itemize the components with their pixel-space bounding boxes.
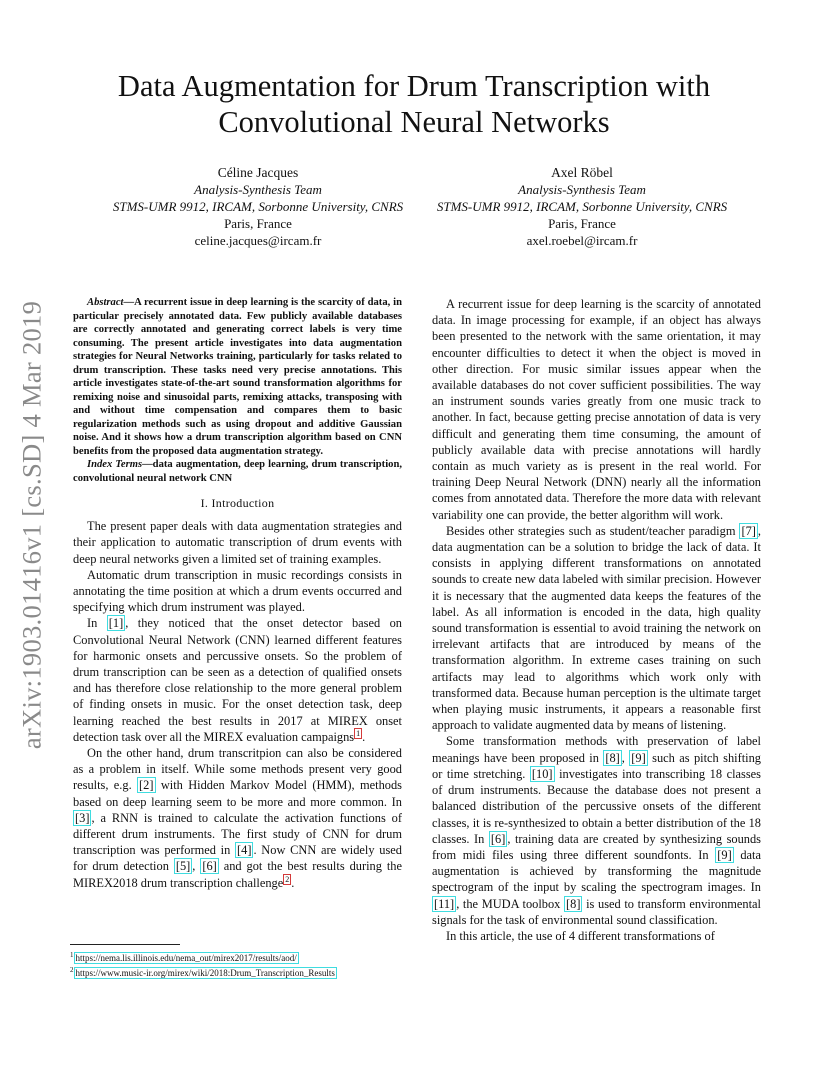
author-city: Paris, France bbox=[548, 216, 616, 231]
footnote-rule bbox=[70, 944, 180, 945]
author-affiliation: STMS-UMR 9912, IRCAM, Sorbonne University, CNRS bbox=[112, 199, 404, 214]
author-team: Analysis-Synthesis Team bbox=[518, 182, 646, 197]
author-name: Céline Jacques bbox=[217, 165, 299, 180]
citation-link[interactable]: [5] bbox=[175, 859, 191, 874]
citation-link[interactable]: [11] bbox=[434, 896, 455, 911]
paragraph: Besides other strategies such as student/teacher paradigm [7] , data augmentation can be a solution to bridge the lack of data. It consists in applying different transformations on annotated sounds to create new data labeled with similar precision. However it is necessary that the augmented data keeps the features of the label. As all information is encoded in the data, high quality sound transformation is essential to avoid training the network on irrelevant artifacts that are introduced by means of the transformation algorithm. In extreme cases training on such artifacts may lead to algorithms which work only with transformed data. Because human perception is the ultimate target when playing music instruments, it appears a reasonable first approach to validate augmented data by means of listening. bbox=[432, 523, 761, 733]
author-affiliation: STMS-UMR 9912, IRCAM, Sorbonne University, CNRS bbox=[436, 199, 728, 214]
citation-link[interactable]: [6] bbox=[202, 859, 217, 874]
citation-link[interactable]: [9] bbox=[717, 847, 732, 862]
footnote: $^2$ https://www.music-ir.org/mirex/wiki/2018:Drum_Transcription_Results bbox=[70, 966, 335, 978]
right-column bbox=[432, 296, 761, 944]
citation-link[interactable]: [7] bbox=[741, 523, 756, 538]
citation-link[interactable]: [9] bbox=[631, 750, 646, 765]
index-terms-lead: Index Terms bbox=[87, 459, 143, 470]
citation-link[interactable]: [2] bbox=[139, 778, 154, 793]
paragraph: In [1] , they noticed that the onset detector based on Convolutional Neural Network (CNN) learned different features for harmonic onsets and percussive onsets. So the problem of drum transcription can be seen as a detection of qualified onsets and has therefore close relationship to the more general problem of finding onsets in music. For the onset detection task, deep learning reached the best results in 2017 at MIREX onset detection task over all the MIREX evaluation campaigns $^1$ . bbox=[73, 616, 402, 744]
citation-link[interactable]: [4] bbox=[237, 843, 252, 858]
paragraph: The present paper deals with data augmentation strategies and their application to automatic transcription of drum events with deep neural networks given a limited set of training examples. bbox=[73, 519, 402, 566]
citation-link[interactable]: [6] bbox=[490, 831, 506, 846]
index-terms-text: —data augmentation, deep learning, drum transcription, convolutional neural network CNN bbox=[73, 459, 402, 484]
citation-link[interactable]: [8] bbox=[605, 750, 620, 765]
paper-title: Data Augmentation for Drum Transcription with Convolutional Neural Networks bbox=[117, 69, 711, 139]
citation-link[interactable]: [3] bbox=[75, 810, 90, 825]
footnotes bbox=[70, 944, 400, 979]
paragraph: Some transformation methods with preservation of label meanings have been proposed in [8] , [9] such as pitch shifting or time stretching. [10] investigates into transcribing 18 classes of drum instruments. Because the database does not present a balanced distribution of the percussive onsets of the different classes, it is re-synthesized to obtain a better distribution of the 18 classes. In [6] , training data are created by synthesizing sounds from midi files using three different soundfonts. In [9] data augmentation is achieved by transforming the magnitude spectrogram of the input by scaling the spectrogram images. In [11] , the MUDA toolbox [8] is used to transform environmental signals for the task of environmental sound classification. bbox=[432, 734, 762, 927]
arxiv-identifier: arXiv:1903.01416v1 [cs.SD] 4 Mar 2019 bbox=[16, 300, 47, 750]
abstract-text: —A recurrent issue in deep learning is the scarcity of data, in particular precisely annotated data. Few publicly available databases are correctly annotated and generating correct labels is very time consuming. The present article investigates into data augmentation strategies for Neural Networks training, particularly for tasks related to drum transcription. These tasks need very precise annotations. This article investigates state-of-the-art sound transformation algorithms for remixing noise and sinusoidal parts, remixing attacks, transposing with and without time compensation and compares them to basic regularization methods such as using dropout and additive Gaussian noise. And it shows how a drum transcription algorithm based on CNN benefits from the proposed data augmentation strategy. bbox=[73, 297, 402, 457]
paragraph: Automatic drum transcription in music recordings consists in annotating the time position at which a drum events occurred and specifying which drum instrument was played. bbox=[73, 567, 402, 615]
abstract-lead: Abstract bbox=[87, 297, 124, 308]
footnote: $^1$ https://nema.lis.illinois.edu/nema_out/mirex2017/results/aod/ bbox=[70, 951, 297, 963]
author-city: Paris, France bbox=[224, 216, 292, 231]
author-email: axel.roebel@ircam.fr bbox=[526, 233, 638, 248]
left-column bbox=[73, 296, 402, 891]
citation-link[interactable]: [8] bbox=[566, 896, 581, 911]
paragraph: In this article, the use of 4 different transformations of bbox=[446, 928, 715, 943]
author-name: Axel Röbel bbox=[551, 165, 613, 180]
author-block bbox=[88, 164, 428, 249]
citation-link[interactable]: [10] bbox=[531, 766, 553, 781]
section-heading: I. Introduction bbox=[200, 496, 275, 510]
citation-link[interactable]: [1] bbox=[108, 616, 124, 631]
footnote-url[interactable]: https://www.music-ir.org/mirex/wiki/2018:Drum_Transcription_Results bbox=[75, 968, 335, 978]
author-email: celine.jacques@ircam.fr bbox=[194, 233, 322, 248]
footnote-link[interactable]: 2 bbox=[285, 874, 290, 884]
abstract bbox=[73, 296, 402, 485]
paragraph: On the other hand, drum transcritpion can also be considered as a problem in itself. While some methods present very good results, e.g. [2] with Hidden Markov Model (HMM), methods based on deep learning seem to be more and more common. In [3] , a RNN is trained to calculate the activation functions of different drum instruments. The first study of CNN for drum transcription was performed in [4] . Now CNN are widely used for drum detection [5] , [6] and got the best results during the MIREX2018 drum transcription challenge $^2$ . bbox=[73, 746, 402, 890]
author-team: Analysis-Synthesis Team bbox=[194, 182, 322, 197]
author-block bbox=[412, 164, 752, 249]
footnote-link[interactable]: 1 bbox=[356, 728, 361, 738]
paragraph: A recurrent issue for deep learning is the scarcity of annotated data. In image processing for example, if an object has always been presented to the network with the same orientation, it may encounter difficulties to detect it when the object is moved in other direction. For music similar issues appear when the available databases do not cover sufficient possibilities. The way an instrument sounds varies greatly from one music track to another. In fact, because getting precise annotation of data is very difficult and generating them time consuming, the amount of publicly available data with precise annotations will hardly contain as much variety as is present in the real world. For training Deep Neural Network (DNN) nearly all the information comes from annotated data. Therefore the more data with relevant variability one can provide, the better algorithm will work. bbox=[432, 297, 761, 522]
footnote-url[interactable]: https://nema.lis.illinois.edu/nema_out/mirex2017/results/aod/ bbox=[75, 953, 297, 963]
